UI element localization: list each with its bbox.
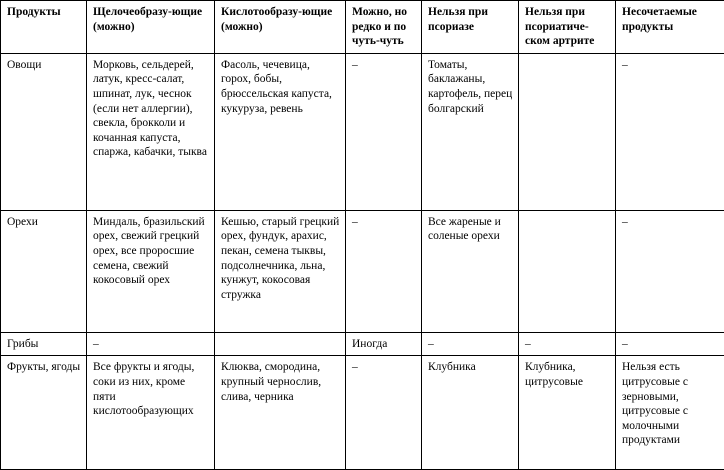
- cell-forbidden-psoriasis: –: [422, 332, 519, 356]
- cell-forbidden-arthritis: Клубника, цитрусовые: [519, 356, 616, 470]
- cell-alkaline: –: [87, 332, 215, 356]
- cell-incompatible: Нельзя есть цитрусовые с зерновыми, цитрусовые с молочными продуктами: [616, 356, 724, 470]
- cell-rarely: Иногда: [346, 332, 422, 356]
- cell-forbidden-psoriasis: Томаты, баклажаны, картофель, перец болгарский: [422, 53, 519, 210]
- table-header: [1, 1, 724, 54]
- cell-forbidden-psoriasis: Клубника: [422, 356, 519, 470]
- column-header-rarely: Можно, но редко и по чуть-чуть: [346, 1, 422, 54]
- cell-alkaline: Все фрукты и ягоды, соки из них, кроме пяти кислотообразующих: [87, 356, 215, 470]
- cell-forbidden-arthritis: –: [519, 332, 616, 356]
- cell-rarely: –: [346, 53, 422, 210]
- cell-acidic: Фасоль, чечевица, горох, бобы, брюссельская капуста, кукуруза, ревень: [215, 53, 346, 210]
- cell-alkaline: Морковь, сельдерей, латук, кресс-салат, шпинат, лук, чеснок (если нет аллергии), свекла, брокколи и кочанная капуста, спаржа, кабачки, тыква: [87, 53, 215, 210]
- cell-acidic: [215, 332, 346, 356]
- cell-forbidden-arthritis: [519, 210, 616, 332]
- column-header-forbidden-psoriasis: Нельзя при псориазе: [422, 1, 519, 54]
- cell-incompatible: –: [616, 332, 724, 356]
- column-header-incompatible: Несочетаемые продукты: [616, 1, 724, 54]
- table-row: [1, 332, 724, 356]
- cell-forbidden-arthritis: [519, 53, 616, 210]
- table-row: [1, 210, 724, 332]
- cell-category: Грибы: [1, 332, 87, 356]
- cell-category: Овощи: [1, 53, 87, 210]
- table-row: [1, 356, 724, 470]
- cell-acidic: Клюква, смородина, крупный чернослив, слива, черника: [215, 356, 346, 470]
- cell-category: Орехи: [1, 210, 87, 332]
- cell-acidic: Кешью, старый грецкий орех, фундук, арахис, пекан, семена тыквы, подсолнечника, льна, кунжут, кокосовая стружка: [215, 210, 346, 332]
- cell-rarely: –: [346, 210, 422, 332]
- cell-category: Фрукты, ягоды: [1, 356, 87, 470]
- column-header-products: Продукты: [1, 1, 87, 54]
- cell-alkaline: Миндаль, бразильский орех, свежий грецкий орех, все проросшие семена, свежий кокосовый орех: [87, 210, 215, 332]
- table-body: [1, 53, 724, 470]
- column-header-forbidden-arthritis: Нельзя при псориатиче-ском артрите: [519, 1, 616, 54]
- column-header-alkaline: Щелочеобразу-ющие (можно): [87, 1, 215, 54]
- column-header-acidic: Кислотообразу-ющие (можно): [215, 1, 346, 54]
- table-row: [1, 53, 724, 210]
- cell-incompatible: –: [616, 210, 724, 332]
- header-row: [1, 1, 724, 54]
- cell-incompatible: –: [616, 53, 724, 210]
- cell-forbidden-psoriasis: Все жареные и соленые орехи: [422, 210, 519, 332]
- cell-rarely: –: [346, 356, 422, 470]
